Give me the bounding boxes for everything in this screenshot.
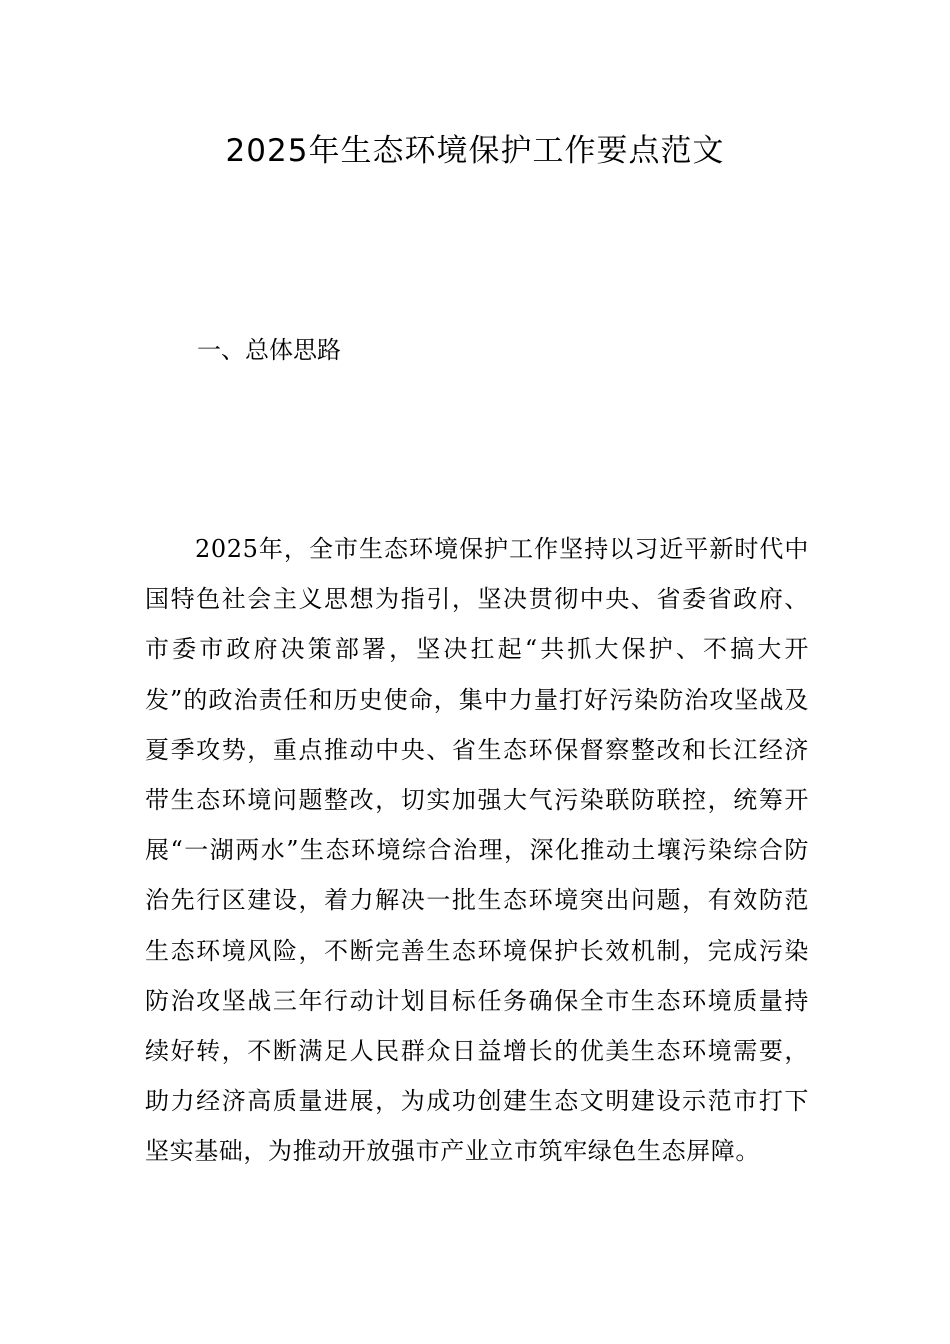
section-heading: 一、总体思路 [197, 336, 341, 364]
document-title: 2025年生态环境保护工作要点范文 [225, 133, 725, 169]
body-paragraph: 2025年，全市生态环境保护工作坚持以习近平新时代中国特色社会主义思想为指引，坚决贯彻中央、省委省政府、市委市政府决策部署，坚决扛起“共抓大保护、不搞大开发”的政治责任和历史使命，集中力量打好污染防治攻坚战及夏季攻势，重点推动中央、省生态环保督察整改和长江经济带生态环境问题整改，切实加强大气污染联防联控，统筹开展“一湖两水”生态环境综合治理，深化推动土壤污染综合防治先行区建设，着力解决一批生态环境突出问题，有效防范生态环境风险，不断完善生态环境保护长效机制，完成污染防治攻坚战三年行动计划目标任务确保全市生态环境质量持续好转，不断满足人民群众日益增长的优美生态环境需要，助力经济高质量进展，为成功创建生态文明建设示范市打下坚实基础，为推动开放强市产业立市筑牢绿色生态屏障。 [145, 535, 809, 1166]
